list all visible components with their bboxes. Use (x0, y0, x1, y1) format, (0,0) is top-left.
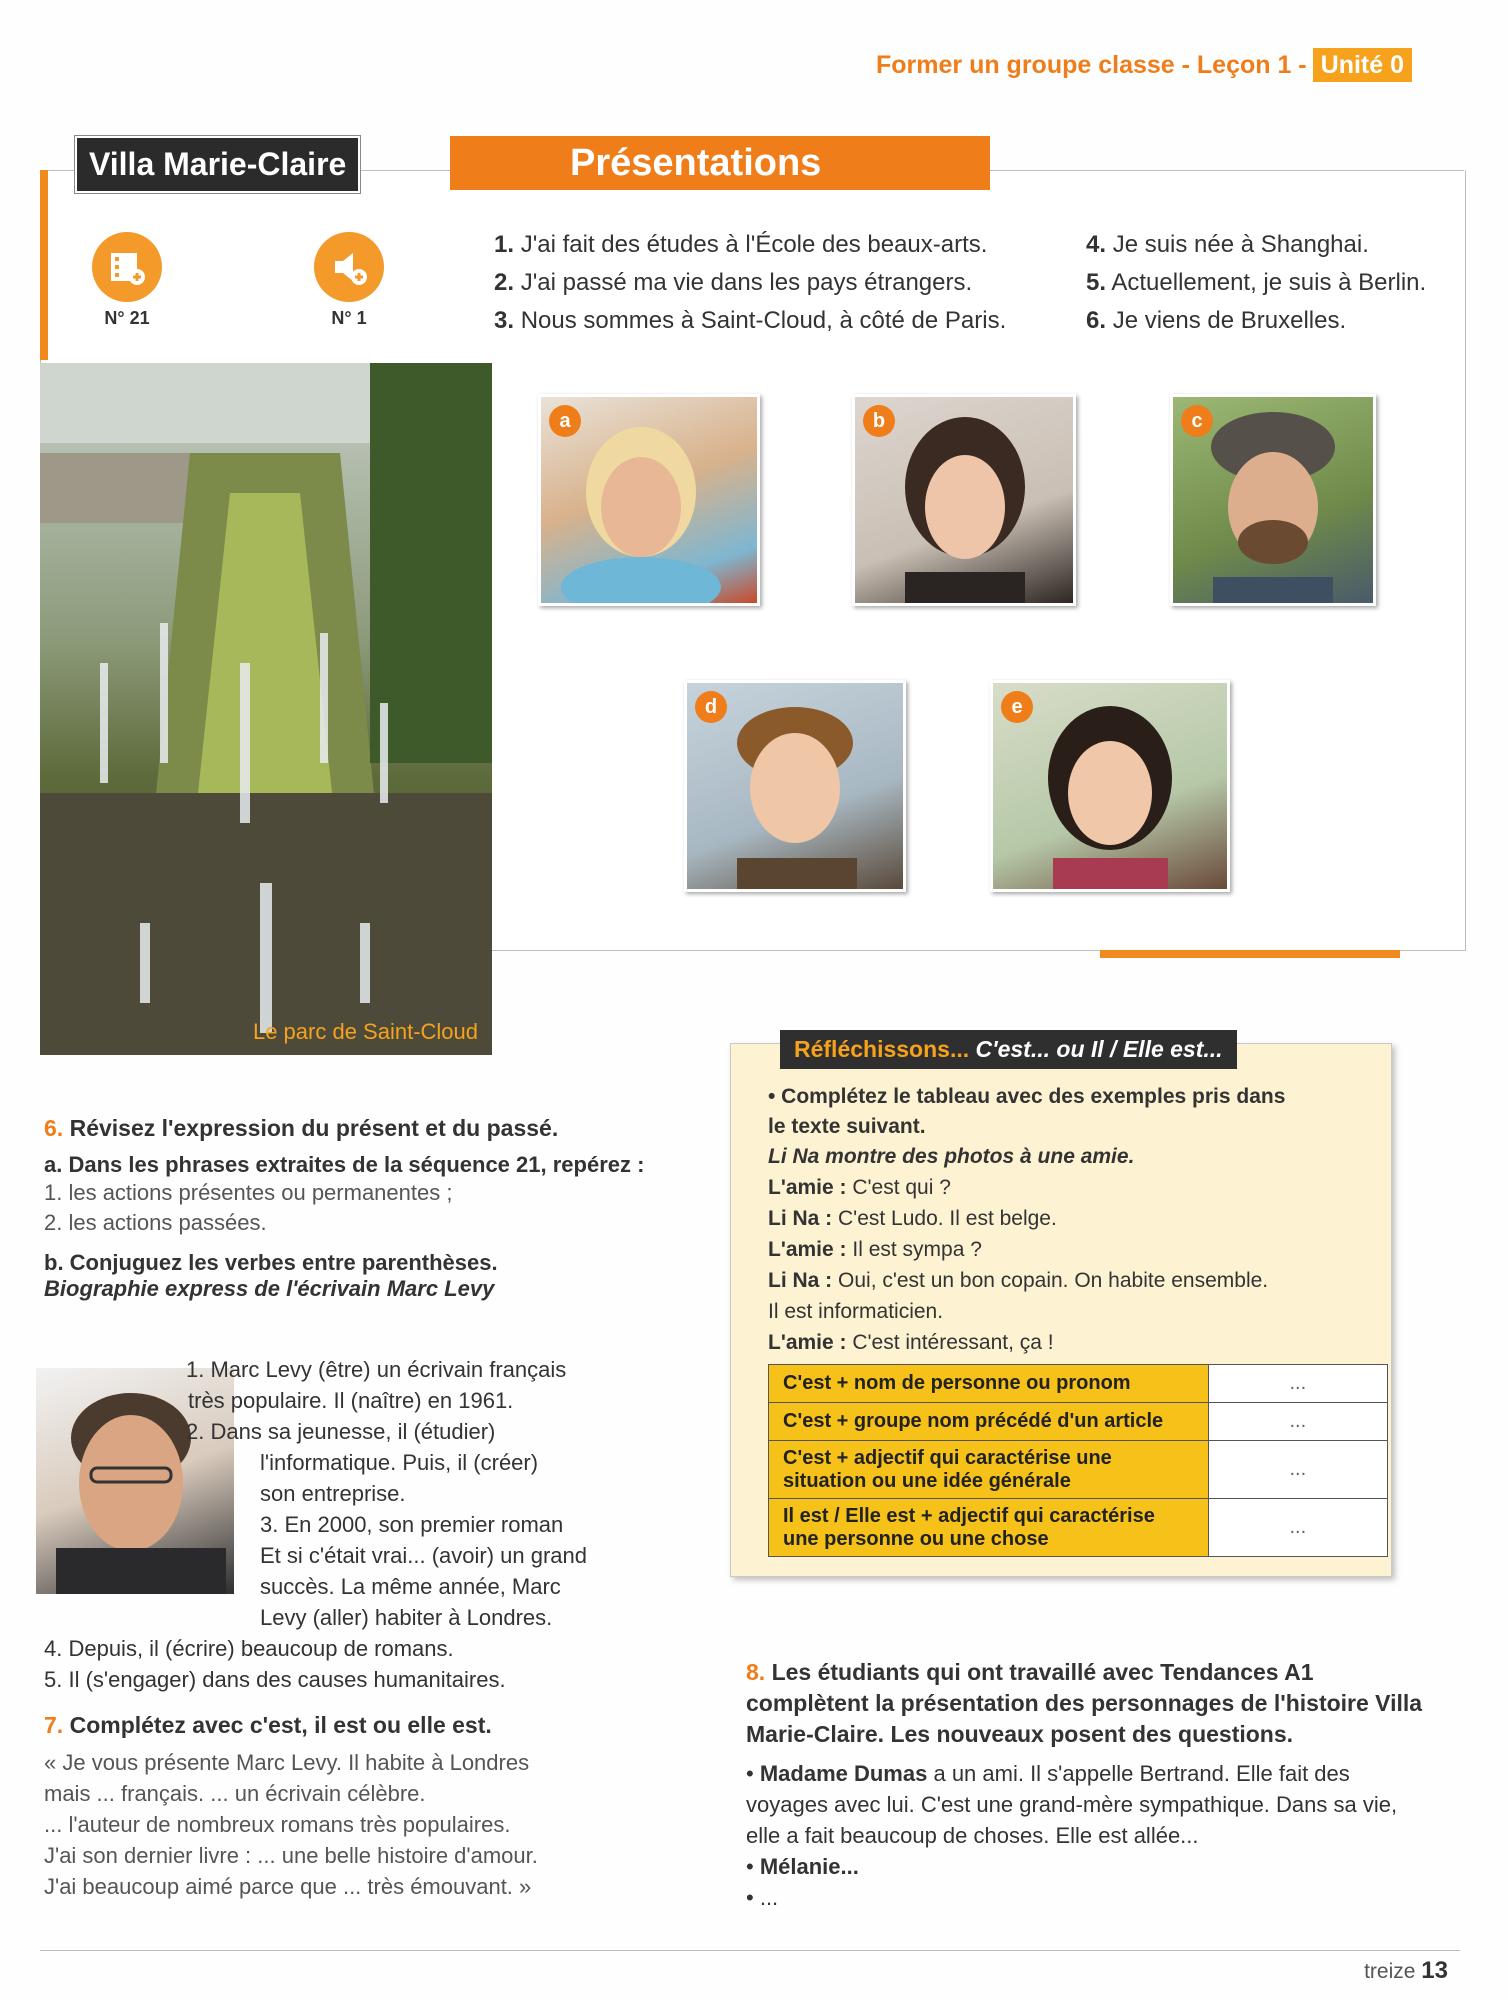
exercise-6a-title: a. Dans les phrases extraites de la séquence 21, repérez : (44, 1152, 645, 1177)
exercise-8-item: • Madame Dumas a un ami. Il s'appelle Bertrand. Elle fait des voyages avec lui. C'est une grand-mère sympathique. Dans sa vie, elle a fait beaucoup de choses. Elle est allée... (746, 1761, 1398, 1848)
exercise-8-title: 8. Les étudiants qui ont travaillé avec Tendances A1 complètent la présentation des personnages de l'histoire Villa Marie-Claire. Les nouveaux posent des questions. (746, 1659, 1423, 1747)
reflection-content (768, 1082, 1308, 1358)
bio-line: l'informatique. Puis, il (créer) (260, 1450, 539, 1475)
biography-items-bottom (44, 1633, 506, 1695)
table-label: C'est + groupe nom précédé d'un article (769, 1403, 1209, 1441)
fountain-illustration (40, 363, 492, 1055)
sentences-left (494, 226, 1006, 340)
ex7-line: « Je vous présente Marc Levy. Il habite à Londres (44, 1750, 530, 1775)
dialogue-line: Il est informaticien. (768, 1300, 944, 1323)
table-row (769, 1403, 1388, 1441)
exercise-6b-title: b. Conjuguez les verbes entre parenthèses. (44, 1250, 498, 1275)
villa-title: Villa Marie-Claire (75, 136, 360, 193)
park-caption: Le parc de Saint-Cloud (252, 1019, 478, 1044)
table-value[interactable]: ... (1208, 1499, 1387, 1557)
page-word: treize (1364, 1960, 1416, 1983)
table-value[interactable]: ... (1208, 1441, 1387, 1499)
audio-media[interactable] (314, 232, 384, 329)
exercise-8-item: • ... (746, 1885, 779, 1910)
dialogue-line: L'amie : C'est intéressant, ça ! (768, 1331, 1054, 1354)
exercise-6-title: 6. Révisez l'expression du présent et du passé. (44, 1115, 559, 1141)
table-row (769, 1499, 1388, 1557)
video-media[interactable] (92, 232, 162, 329)
bio-line: son entreprise. (260, 1481, 406, 1506)
sentence: 1. J'ai fait des études à l'École des beaux-arts. (494, 231, 988, 258)
table-label: C'est + nom de personne ou pronom (769, 1365, 1209, 1403)
exercise-7-text (44, 1747, 664, 1902)
ex7-line: mais ... français. ... un écrivain célèbre. (44, 1781, 426, 1806)
photo-badge: d (695, 691, 727, 723)
exercise-8-item: • Mélanie... (746, 1854, 859, 1879)
speaker-icon[interactable] (314, 232, 384, 302)
presentations-title: Présentations (450, 136, 990, 190)
video-icon[interactable] (92, 232, 162, 302)
page-header (876, 48, 1412, 82)
photo-c (1170, 394, 1376, 606)
sentence: 2. J'ai passé ma vie dans les pays étrangers. (494, 269, 973, 296)
unit-badge: Unité 0 (1313, 48, 1412, 82)
photo-a (538, 394, 760, 606)
photo-badge: c (1181, 405, 1213, 437)
ex7-line: ... l'auteur de nombreux romans très populaires. (44, 1812, 511, 1837)
table-row (769, 1365, 1388, 1403)
bio-line: très populaire. Il (naître) en 1961. (188, 1388, 514, 1413)
exercise-7 (44, 1712, 664, 1902)
bio-line: 5. Il (s'engager) dans des causes humanitaires. (44, 1667, 506, 1692)
bio-line: 1. Marc Levy (être) un écrivain français (186, 1357, 567, 1382)
page-footer (1364, 1957, 1448, 1985)
exercise-6b-subtitle: Biographie express de l'écrivain Marc Levy (44, 1276, 495, 1301)
exercise-6a-item: 1. les actions présentes ou permanentes ; (44, 1180, 453, 1205)
bio-line: succès. La même année, Marc (260, 1574, 561, 1599)
photo-badge: e (1001, 691, 1033, 723)
dialogue-line: Li Na : Oui, c'est un bon copain. On habite ensemble. (768, 1269, 1269, 1292)
photo-b (852, 394, 1076, 606)
table-row (769, 1441, 1388, 1499)
reflection-intro: • Complétez le tableau avec des exemples pris dans le texte suivant. (768, 1085, 1286, 1138)
bio-line: Et si c'était vrai... (avoir) un grand (260, 1543, 587, 1568)
video-label: N° 21 (104, 308, 150, 328)
ex7-line: J'ai beaucoup aimé parce que ... très émouvant. » (44, 1874, 532, 1899)
table-label: C'est + adjectif qui caractérise une situation ou une idée générale (769, 1441, 1209, 1499)
ex7-line: J'ai son dernier livre : ... une belle histoire d'amour. (44, 1843, 538, 1868)
exercise-8 (746, 1657, 1426, 1913)
footer-divider (40, 1950, 1460, 1951)
exercise-6 (44, 1115, 664, 1302)
sentence: 4. Je suis née à Shanghai. (1086, 231, 1369, 258)
bio-line: 3. En 2000, son premier roman (260, 1512, 564, 1537)
reflection-tag: Réfléchissons... C'est... ou Il / Elle est... (780, 1030, 1237, 1069)
orange-accent-bottom (1100, 950, 1400, 958)
audio-label: N° 1 (331, 308, 367, 328)
exercise-7-title: 7. Complétez avec c'est, il est ou elle est. (44, 1712, 492, 1738)
bio-line: 2. Dans sa jeunesse, il (étudier) (186, 1419, 496, 1444)
park-photo (40, 363, 492, 1055)
sentence: 3. Nous sommes à Saint-Cloud, à côté de Paris. (494, 307, 1007, 334)
dialogue-line: L'amie : Il est sympa ? (768, 1238, 982, 1261)
dialogue-line: L'amie : C'est qui ? (768, 1176, 951, 1199)
dialogue-line: Li Na : C'est Ludo. Il est belge. (768, 1207, 1057, 1230)
table-value[interactable]: ... (1208, 1365, 1387, 1403)
sentence: 6. Je viens de Bruxelles. (1086, 307, 1347, 334)
sentences-right (1086, 226, 1426, 340)
bio-line: Levy (aller) habiter à Londres. (260, 1605, 553, 1630)
photo-d (684, 680, 906, 892)
table-label: Il est / Elle est + adjectif qui caractérise une personne ou une chose (769, 1499, 1209, 1557)
bio-line: 4. Depuis, il (écrire) beaucoup de romans. (44, 1636, 454, 1661)
sentence: 5. Actuellement, je suis à Berlin. (1086, 269, 1427, 296)
table-value[interactable]: ... (1208, 1403, 1387, 1441)
photo-e (990, 680, 1230, 892)
lesson-title: Former un groupe classe - Leçon 1 - (875, 50, 1307, 79)
biography-items (186, 1354, 587, 1633)
photo-badge: a (549, 405, 581, 437)
dialogue (768, 1172, 1308, 1358)
exercise-6a-item: 2. les actions passées. (44, 1210, 267, 1235)
orange-accent-left (40, 170, 48, 360)
reflection-subtitle: Li Na montre des photos à une amie. (768, 1145, 1135, 1168)
page-number: 13 (1421, 1957, 1448, 1984)
grammar-table (768, 1364, 1388, 1557)
photo-badge: b (863, 405, 895, 437)
